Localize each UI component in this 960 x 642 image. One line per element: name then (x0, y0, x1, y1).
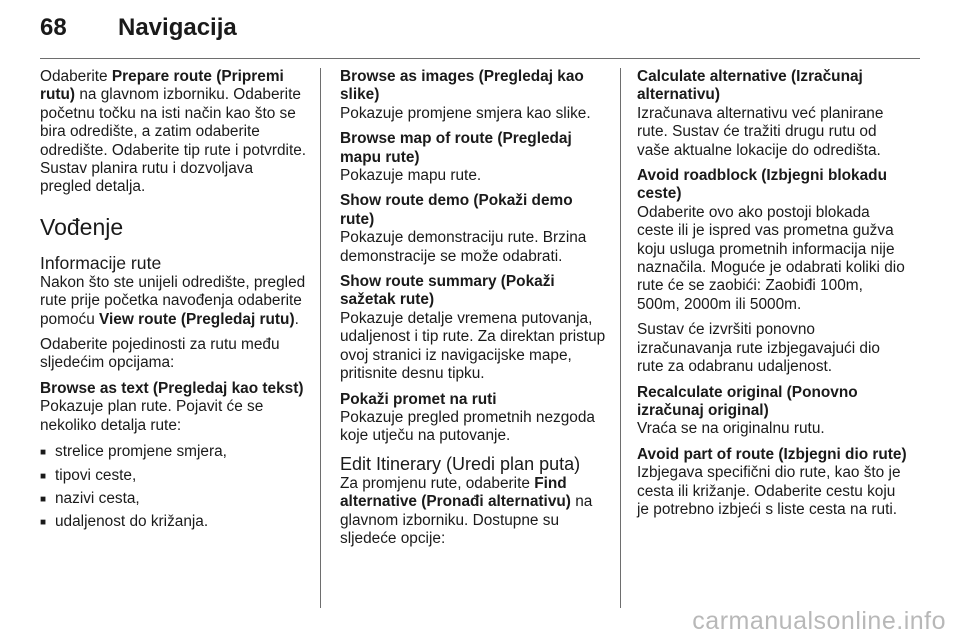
avoid-roadblock-note: Sustav će izvršiti ponovno izračunavanja rute izbjegavajući dio rute za odabranu udaljenost. (637, 321, 880, 376)
column-2 (340, 68, 608, 555)
menu-item-find-alternative: Find alternative (Pronađi alternativu) (340, 474, 571, 511)
route-details-list (40, 443, 308, 532)
section-heading-guidance: Vođenje (40, 213, 124, 240)
options-paragraph: Odaberite pojedinosti za rutu među sljedećim opcijama: (40, 336, 280, 372)
intro-paragraph: Odaberite Prepare route (Pripremi rutu) na glavnom izborniku. Odaberite početnu točku na isti način kao što se bira odredište, a zatim odaberite odredište. Odaberite tip rute i potvrdite. Sustav planira rutu i dozvoljava pregled detalja. (40, 68, 307, 196)
menu-item-prepare-route: Prepare route (Pripremi rutu) (40, 68, 284, 104)
column-divider-1 (320, 68, 321, 608)
edit-paragraph: Za promjenu rute, odaberite Find alternative (Pronađi alternativu) na glavnom izborniku. Dostupne su sljedeće opcije: (340, 474, 593, 547)
option-route-demo: Show route demo (Pokaži demo rute) Pokazuje demonstraciju rute. Brzina demonstracije se može odabrati. (340, 192, 587, 265)
option-recalculate-original: Recalculate original (Ponovno izračunaj original) Vraća se na originalnu rutu. (637, 383, 858, 438)
header-divider (40, 58, 920, 59)
list-item: ■ strelice promjene smjera, (40, 443, 308, 461)
page-number: 68 (40, 14, 67, 41)
sub-heading-route-info: Informacije rute (40, 252, 162, 273)
watermark: carmanualsonline.info (692, 607, 946, 635)
option-avoid-roadblock: Avoid roadblock (Izbjegni blokadu ceste) Odaberite ovo ako postoji blokada ceste ili je ispred vas prometna gužva koju usluga prometnih informacija nije naznačila. Moguće je odabrati koliki dio rute će se zaobići: Zaobiđi 100m, 500m, 2000m ili 5000m. (637, 167, 905, 313)
option-route-summary: Show route summary (Pokaži sažetak rute) Pokazuje detalje vremena putovanja, udaljenost i tip rute. Za direktan pristup ovoj stranici iz navigacijske mape, pritisnite desnu tipku. (340, 273, 606, 383)
column-3 (637, 68, 907, 526)
section-heading-edit-itinerary: Edit Itinerary (Uredi plan puta) (340, 453, 581, 474)
list-item: ■ udaljenost do križanja. (40, 513, 308, 531)
column-divider-2 (620, 68, 621, 608)
list-item: ■ tipovi ceste, (40, 467, 308, 485)
option-calculate-alternative: Calculate alternative (Izračunaj alternativu) Izračunava alternativu već planirane rute. Sustav će tražiti drugu rutu od vaše aktualne lokacije do odredišta. (637, 68, 884, 159)
option-description: Pokazuje plan rute. Pojavit će se nekoliko detalja rute: (40, 398, 264, 434)
route-info-paragraph: Nakon što ste unijeli odredište, pregled rute prije početka navođenja odaberite pomoću View route (Pregledaj rutu). (40, 273, 306, 328)
option-avoid-part-of-route: Avoid part of route (Izbjegni dio rute) Izbjegava specifični dio rute, kao što je cesta ili križanje. Odaberite cestu koju je potrebno izbjeći s liste cesta na ruti. (637, 445, 907, 518)
option-term: Browse as text (Pregledaj kao tekst) (40, 379, 304, 397)
menu-item-view-route: View route (Pregledaj rutu) (99, 310, 295, 328)
list-item: ■ nazivi cesta, (40, 490, 308, 508)
option-browse-text (40, 380, 308, 435)
option-browse-images: Browse as images (Pregledaj kao slike) Pokazuje promjene smjera kao slike. (340, 68, 591, 122)
option-browse-map: Browse map of route (Pregledaj mapu rute) Pokazuje mapu rute. (340, 130, 572, 185)
option-show-traffic: Pokaži promet na ruti Pokazuje pregled prometnih nezgoda koje utječu na putovanje. (340, 390, 595, 445)
column-1 (40, 68, 308, 537)
page-title: Navigacija (118, 14, 237, 41)
